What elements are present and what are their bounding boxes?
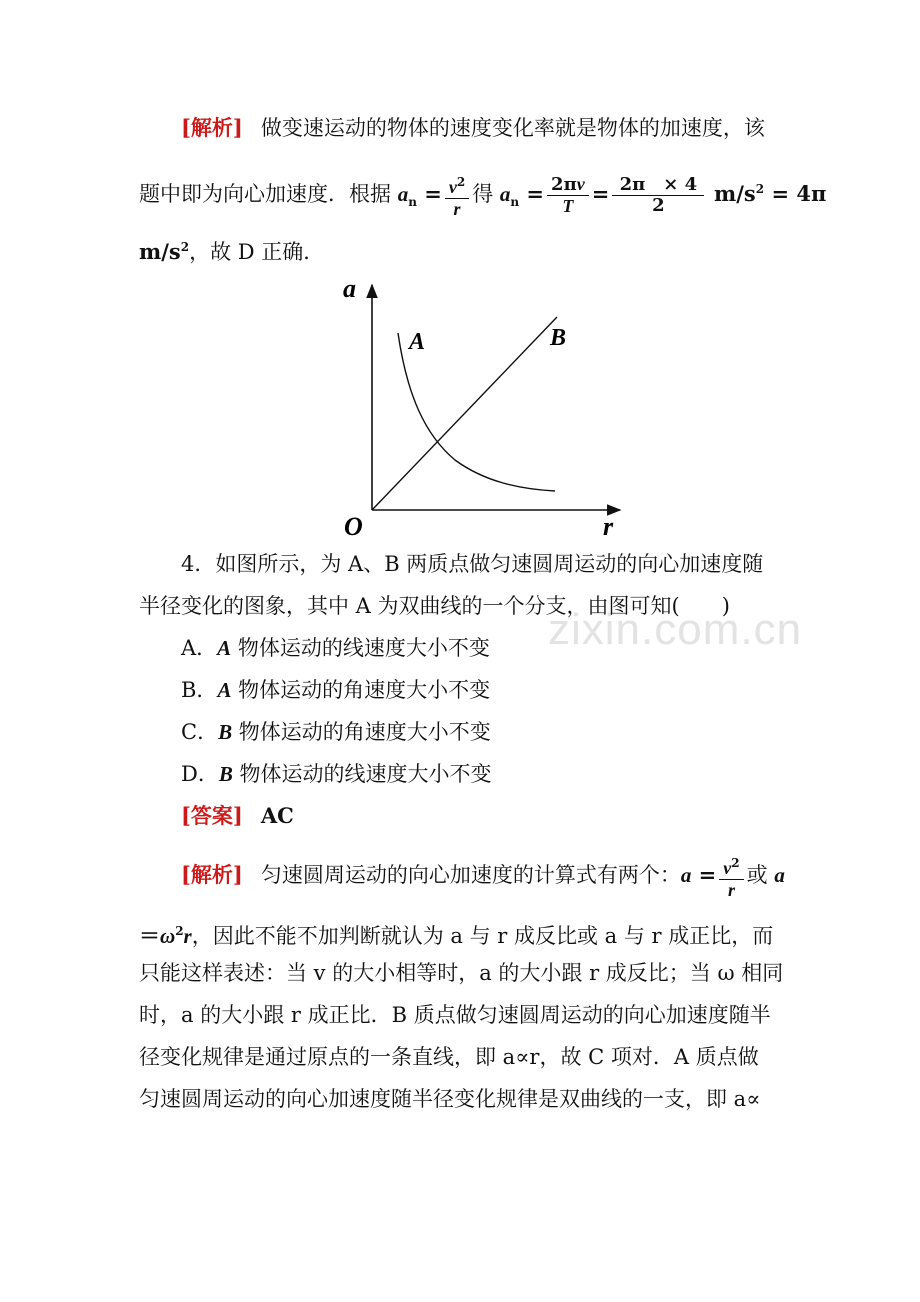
analysis-text-de: 得	[472, 182, 494, 206]
analysis-text-3: ，故 D 正确．	[189, 240, 325, 264]
option-b: B．A 物体运动的角速度大小不变	[181, 678, 491, 702]
watermark: zixin.com.cn	[548, 605, 803, 654]
formula-an-1: $a_n$ =	[397, 181, 442, 210]
answer-tag: [答案]	[181, 803, 243, 828]
origin-label: O	[344, 512, 363, 541]
analysis2-line-6: 匀速圆周运动的向心加速度随半径变化规律是双曲线的一支，即 a∝	[139, 1087, 761, 1111]
line-b-label: B	[550, 325, 567, 351]
analysis2-line-3: 只能这样表述：当 v 的大小相等时，a 的大小跟 r 成反比；当 ω 相同	[139, 961, 784, 985]
analysis-line-3: $m/s^2$，故 D 正确．	[139, 239, 325, 264]
formula-an-2: $a_n$ =	[499, 181, 545, 210]
analysis2-line-2: $=\omega^2r$，因此不能不加判断就认为 a 与 r 成反比或 a 与 r 成正比，而	[139, 923, 774, 948]
formula-unit: $m/s^2 = 4\pi$	[714, 181, 827, 206]
formula-omega: $=\omega^2r$	[139, 923, 192, 948]
analysis2-line-5: 径变化规律是通过原点的一条直线，即 a∝r，故 C 项对．A 质点做	[139, 1045, 759, 1069]
formula-v2-over-r: $\frac{v^2}{r}$	[445, 172, 469, 220]
analysis-line-2: 题中即为向心加速度．根据 $a_n$ = $\frac{v^2}{r}$ 得 $a_n$ = $\frac{2\pi v}{T}$ = $\frac{2\pi \times 4}{2}$ $m/s^2 = 4\pi$	[139, 165, 826, 226]
formula-2pi-times-4-over-2: $\frac{2\pi \times 4}{2}$	[612, 175, 704, 216]
answer-line	[181, 803, 294, 829]
x-axis-label: r	[603, 512, 614, 541]
analysis-line-1	[181, 115, 765, 141]
option-c: C．B 物体运动的角速度大小不变	[181, 720, 491, 744]
curve-a-label: A	[409, 329, 426, 355]
formula-2piv-over-t: $\frac{2\pi v}{T}$	[547, 174, 589, 217]
analysis-tag: [解析]	[181, 115, 243, 140]
option-a: A．A 物体运动的线速度大小不变	[181, 636, 490, 660]
acceleration-radius-graph	[335, 275, 635, 543]
curve-a	[398, 333, 555, 491]
question-line-1: 4．如图所示，为 A、B 两质点做匀速圆周运动的向心加速度随	[181, 552, 764, 576]
y-axis-label: a	[343, 275, 356, 303]
analysis-text-2: 题中即为向心加速度．根据	[139, 182, 391, 206]
formula-v2-over-r-2: $\frac{v^2}{r}$	[719, 853, 743, 901]
analysis2-line-4: 时，a 的大小跟 r 成正比．B 质点做匀速圆周运动的向心加速度随半	[139, 1003, 771, 1027]
analysis2-line-1: [解析] 匀速圆周运动的向心加速度的计算式有两个：a = $\frac{v^2}{r}$ 或 a	[181, 852, 785, 901]
question-line-2: 半径变化的图象，其中 A 为双曲线的一个分支，由图可知( )	[139, 594, 730, 618]
option-d: D．B 物体运动的线速度大小不变	[181, 762, 492, 786]
answer-value: AC	[260, 803, 294, 828]
analysis-text-1: 做变速运动的物体的速度变化率就是物体的加速度，该	[260, 116, 765, 140]
analysis2-tag: [解析]	[181, 862, 243, 887]
